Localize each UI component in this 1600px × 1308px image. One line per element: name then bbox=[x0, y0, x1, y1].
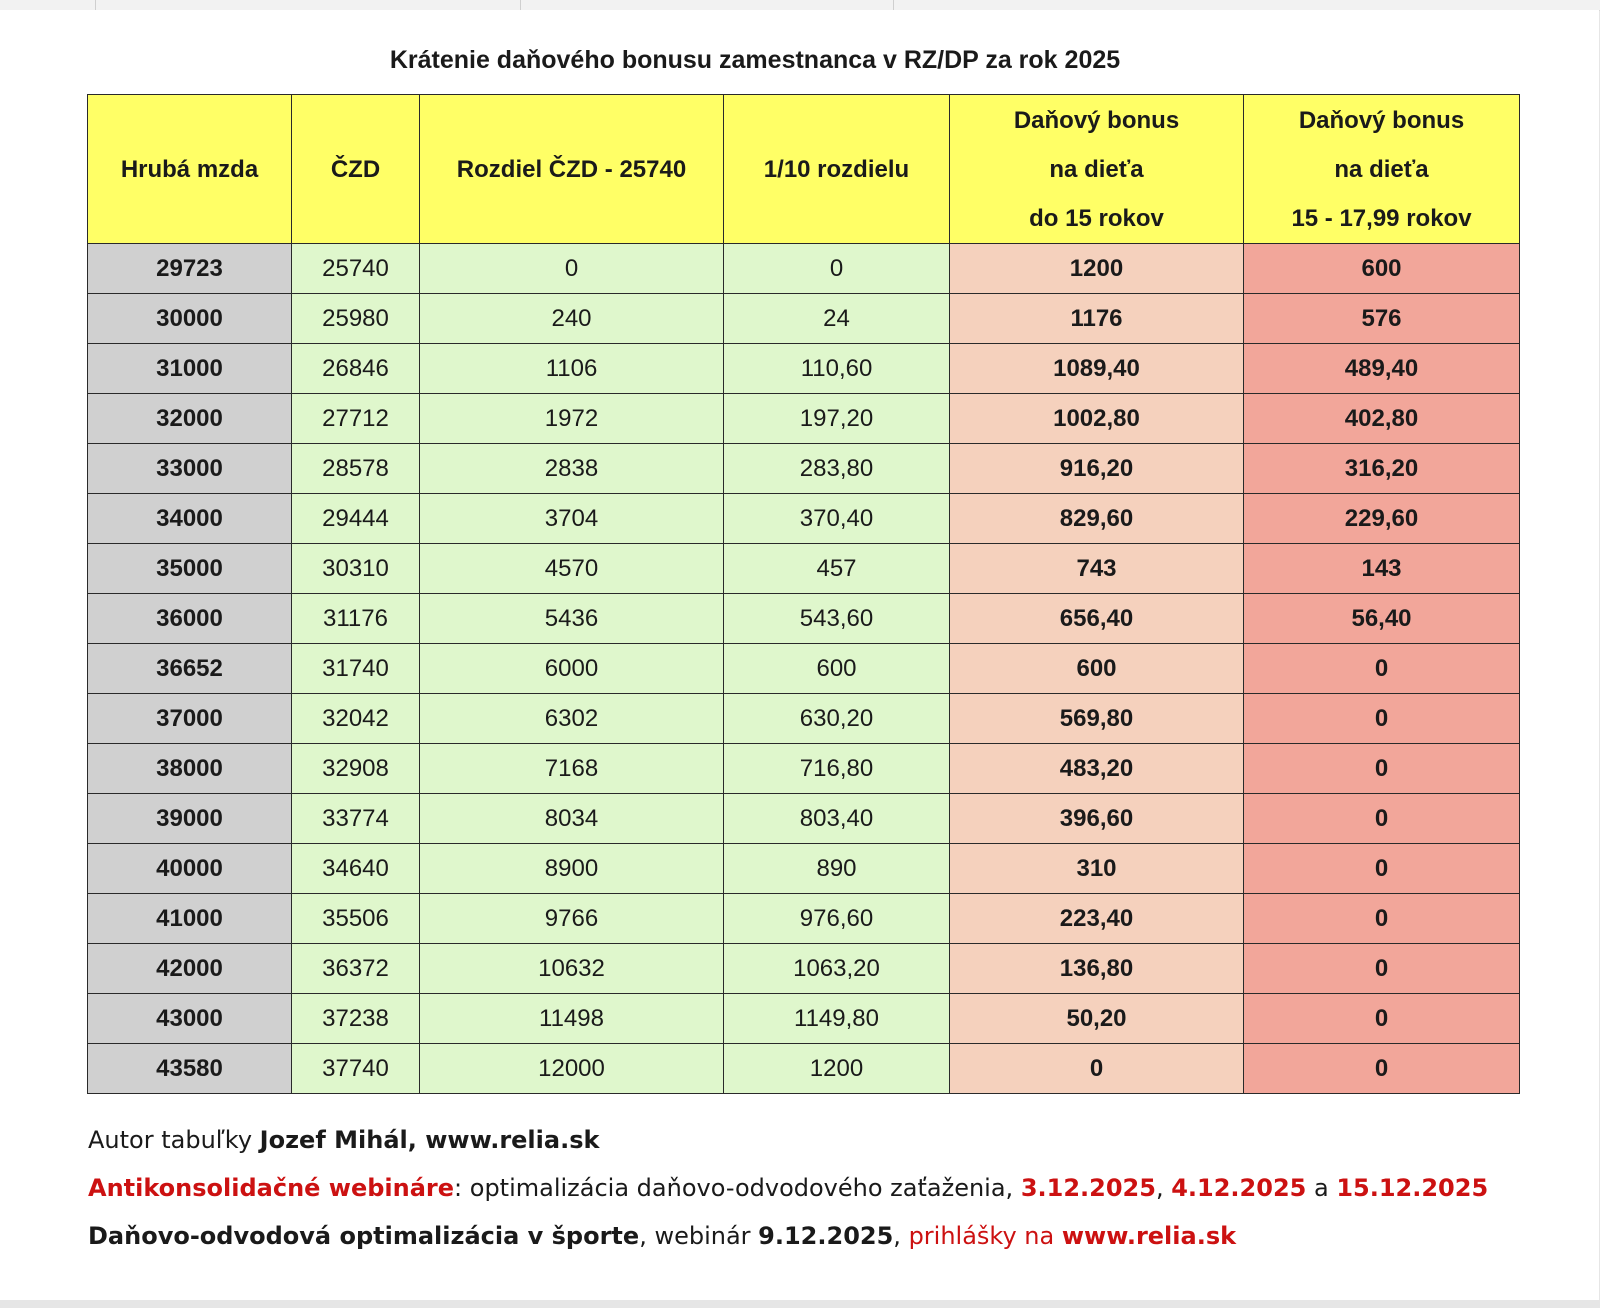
footer-sport-line bbox=[88, 1222, 1236, 1250]
cell-bonus-under-15: 743 bbox=[950, 544, 1244, 594]
cell-gross-wage: 36652 bbox=[88, 644, 292, 694]
cell-difference: 7168 bbox=[420, 744, 724, 794]
table-row bbox=[88, 644, 1520, 694]
cell-bonus-15-to-18: 0 bbox=[1244, 894, 1520, 944]
cell-bonus-under-15: 223,40 bbox=[950, 894, 1244, 944]
header-line: 15 - 17,99 rokov bbox=[1291, 204, 1472, 232]
cell-gross-wage: 43580 bbox=[88, 1044, 292, 1094]
header-tenth-of-difference bbox=[724, 95, 950, 244]
header-bonus-under-15 bbox=[950, 95, 1244, 244]
header-line: ČZD bbox=[330, 155, 381, 183]
cell-bonus-under-15: 569,80 bbox=[950, 694, 1244, 744]
cell-czd: 34640 bbox=[292, 844, 420, 894]
cell-czd: 36372 bbox=[292, 944, 420, 994]
header-line: Daňový bonus bbox=[1298, 106, 1465, 134]
webinar-text: : optimalizácia daňovo-odvodového zaťaženia, bbox=[454, 1174, 1021, 1202]
cell-bonus-under-15: 600 bbox=[950, 644, 1244, 694]
sport-text: , webinár bbox=[639, 1222, 759, 1250]
cell-bonus-under-15: 0 bbox=[950, 1044, 1244, 1094]
cell-tenth-of-difference: 370,40 bbox=[724, 494, 950, 544]
table-row bbox=[88, 394, 1520, 444]
sport-webinar-title: Daňovo-odvodová optimalizácia v športe bbox=[88, 1222, 640, 1250]
document-page bbox=[0, 10, 1599, 1300]
cell-tenth-of-difference: 803,40 bbox=[724, 794, 950, 844]
cell-tenth-of-difference: 1063,20 bbox=[724, 944, 950, 994]
cell-difference: 9766 bbox=[420, 894, 724, 944]
cell-czd: 25980 bbox=[292, 294, 420, 344]
author-sep: , bbox=[407, 1126, 426, 1154]
table-row bbox=[88, 444, 1520, 494]
cell-tenth-of-difference: 890 bbox=[724, 844, 950, 894]
cell-tenth-of-difference: 543,60 bbox=[724, 594, 950, 644]
cell-tenth-of-difference: 630,20 bbox=[724, 694, 950, 744]
cell-bonus-under-15: 136,80 bbox=[950, 944, 1244, 994]
cell-bonus-15-to-18: 600 bbox=[1244, 244, 1520, 294]
cell-czd: 26846 bbox=[292, 344, 420, 394]
cell-czd: 28578 bbox=[292, 444, 420, 494]
webinar-title: Antikonsolidačné webináre bbox=[88, 1174, 455, 1202]
cell-gross-wage: 29723 bbox=[88, 244, 292, 294]
cell-czd: 33774 bbox=[292, 794, 420, 844]
footer-webinar-line bbox=[88, 1174, 1488, 1202]
cell-tenth-of-difference: 197,20 bbox=[724, 394, 950, 444]
cell-bonus-15-to-18: 0 bbox=[1244, 794, 1520, 844]
cell-tenth-of-difference: 0 bbox=[724, 244, 950, 294]
table-row bbox=[88, 844, 1520, 894]
cell-bonus-15-to-18: 402,80 bbox=[1244, 394, 1520, 444]
cell-bonus-15-to-18: 143 bbox=[1244, 544, 1520, 594]
webinar-date-3: 15.12.2025 bbox=[1336, 1174, 1489, 1202]
author-prefix: Autor tabuľky bbox=[88, 1126, 260, 1154]
cell-difference: 10632 bbox=[420, 944, 724, 994]
cell-tenth-of-difference: 976,60 bbox=[724, 894, 950, 944]
header-czd bbox=[292, 95, 420, 244]
table-row bbox=[88, 694, 1520, 744]
table-row bbox=[88, 294, 1520, 344]
header-bonus-15-to-18 bbox=[1244, 95, 1520, 244]
table-row bbox=[88, 594, 1520, 644]
signup-text: prihlášky na bbox=[908, 1222, 1062, 1250]
cell-bonus-under-15: 1089,40 bbox=[950, 344, 1244, 394]
author-name: Jozef Mihál bbox=[259, 1126, 408, 1154]
header-line: na dieťa bbox=[1049, 155, 1144, 183]
cell-czd: 32908 bbox=[292, 744, 420, 794]
cell-tenth-of-difference: 600 bbox=[724, 644, 950, 694]
cell-bonus-under-15: 396,60 bbox=[950, 794, 1244, 844]
cell-czd: 27712 bbox=[292, 394, 420, 444]
cell-gross-wage: 30000 bbox=[88, 294, 292, 344]
webinar-date-2: 4.12.2025 bbox=[1171, 1174, 1307, 1202]
header-line: Rozdiel ČZD - 25740 bbox=[456, 155, 687, 183]
cell-bonus-15-to-18: 316,20 bbox=[1244, 444, 1520, 494]
cell-difference: 1972 bbox=[420, 394, 724, 444]
cell-gross-wage: 42000 bbox=[88, 944, 292, 994]
cell-gross-wage: 32000 bbox=[88, 394, 292, 444]
cell-tenth-of-difference: 1200 bbox=[724, 1044, 950, 1094]
header-difference bbox=[420, 95, 724, 244]
cell-difference: 6000 bbox=[420, 644, 724, 694]
cell-difference: 12000 bbox=[420, 1044, 724, 1094]
cell-tenth-of-difference: 110,60 bbox=[724, 344, 950, 394]
table-row bbox=[88, 1044, 1520, 1094]
signup-site-link[interactable]: www.relia.sk bbox=[1061, 1222, 1237, 1250]
cell-czd: 32042 bbox=[292, 694, 420, 744]
cell-czd: 30310 bbox=[292, 544, 420, 594]
cell-difference: 4570 bbox=[420, 544, 724, 594]
header-line: Hrubá mzda bbox=[120, 155, 259, 183]
cell-bonus-under-15: 50,20 bbox=[950, 994, 1244, 1044]
webinar-sep-2: a bbox=[1306, 1174, 1337, 1202]
cell-bonus-under-15: 1176 bbox=[950, 294, 1244, 344]
cell-czd: 29444 bbox=[292, 494, 420, 544]
webinar-date-1: 3.12.2025 bbox=[1020, 1174, 1156, 1202]
cell-bonus-15-to-18: 229,60 bbox=[1244, 494, 1520, 544]
cell-difference: 8034 bbox=[420, 794, 724, 844]
cell-gross-wage: 35000 bbox=[88, 544, 292, 594]
cell-czd: 31740 bbox=[292, 644, 420, 694]
author-site-link[interactable]: www.relia.sk bbox=[425, 1126, 600, 1154]
webinar-sep-1: , bbox=[1155, 1174, 1172, 1202]
cell-czd: 37740 bbox=[292, 1044, 420, 1094]
cell-difference: 0 bbox=[420, 244, 724, 294]
cell-gross-wage: 38000 bbox=[88, 744, 292, 794]
cell-czd: 31176 bbox=[292, 594, 420, 644]
cell-bonus-15-to-18: 0 bbox=[1244, 944, 1520, 994]
cell-tenth-of-difference: 716,80 bbox=[724, 744, 950, 794]
table-row bbox=[88, 244, 1520, 294]
cell-gross-wage: 43000 bbox=[88, 994, 292, 1044]
table-row bbox=[88, 544, 1520, 594]
cell-bonus-under-15: 310 bbox=[950, 844, 1244, 894]
table-row bbox=[88, 344, 1520, 394]
cell-gross-wage: 41000 bbox=[88, 894, 292, 944]
header-line: 1/10 rozdielu bbox=[763, 155, 910, 183]
bonus-table bbox=[87, 94, 1520, 1094]
footer-author-line bbox=[88, 1126, 599, 1154]
header-line: na dieťa bbox=[1334, 155, 1429, 183]
cell-difference: 1106 bbox=[420, 344, 724, 394]
cell-tenth-of-difference: 283,80 bbox=[724, 444, 950, 494]
cell-tenth-of-difference: 24 bbox=[724, 294, 950, 344]
cell-bonus-under-15: 656,40 bbox=[950, 594, 1244, 644]
top-strip-divider bbox=[95, 0, 96, 10]
cell-gross-wage: 31000 bbox=[88, 344, 292, 394]
cell-difference: 2838 bbox=[420, 444, 724, 494]
cell-bonus-15-to-18: 0 bbox=[1244, 644, 1520, 694]
table-body bbox=[88, 244, 1520, 1094]
top-strip-divider bbox=[893, 0, 894, 10]
header-line: do 15 rokov bbox=[1029, 204, 1164, 232]
cell-gross-wage: 34000 bbox=[88, 494, 292, 544]
cell-bonus-15-to-18: 0 bbox=[1244, 994, 1520, 1044]
cell-tenth-of-difference: 1149,80 bbox=[724, 994, 950, 1044]
page-title: Krátenie daňového bonusu zamestnanca v RZ/DP za rok 2025 bbox=[389, 46, 1121, 74]
cell-difference: 240 bbox=[420, 294, 724, 344]
cell-gross-wage: 40000 bbox=[88, 844, 292, 894]
cell-difference: 5436 bbox=[420, 594, 724, 644]
table-row bbox=[88, 994, 1520, 1044]
cell-czd: 35506 bbox=[292, 894, 420, 944]
cell-gross-wage: 33000 bbox=[88, 444, 292, 494]
table-row bbox=[88, 794, 1520, 844]
top-strip-divider bbox=[520, 0, 521, 10]
cell-gross-wage: 36000 bbox=[88, 594, 292, 644]
cell-czd: 25740 bbox=[292, 244, 420, 294]
table-row bbox=[88, 894, 1520, 944]
cell-bonus-15-to-18: 576 bbox=[1244, 294, 1520, 344]
table-row bbox=[88, 494, 1520, 544]
cell-bonus-15-to-18: 489,40 bbox=[1244, 344, 1520, 394]
cell-bonus-under-15: 483,20 bbox=[950, 744, 1244, 794]
header-gross-wage bbox=[88, 95, 292, 244]
cell-bonus-under-15: 1200 bbox=[950, 244, 1244, 294]
cell-difference: 3704 bbox=[420, 494, 724, 544]
cell-bonus-under-15: 916,20 bbox=[950, 444, 1244, 494]
cell-bonus-under-15: 829,60 bbox=[950, 494, 1244, 544]
table-row bbox=[88, 944, 1520, 994]
cell-bonus-15-to-18: 56,40 bbox=[1244, 594, 1520, 644]
cell-gross-wage: 37000 bbox=[88, 694, 292, 744]
cell-difference: 11498 bbox=[420, 994, 724, 1044]
cell-difference: 8900 bbox=[420, 844, 724, 894]
sport-date: 9.12.2025 bbox=[758, 1222, 894, 1250]
cell-bonus-15-to-18: 0 bbox=[1244, 1044, 1520, 1094]
cell-gross-wage: 39000 bbox=[88, 794, 292, 844]
cell-bonus-under-15: 1002,80 bbox=[950, 394, 1244, 444]
cell-bonus-15-to-18: 0 bbox=[1244, 694, 1520, 744]
cell-czd: 37238 bbox=[292, 994, 420, 1044]
table-row bbox=[88, 744, 1520, 794]
cell-bonus-15-to-18: 0 bbox=[1244, 744, 1520, 794]
cell-tenth-of-difference: 457 bbox=[724, 544, 950, 594]
cell-bonus-15-to-18: 0 bbox=[1244, 844, 1520, 894]
sport-sep: , bbox=[893, 1222, 909, 1250]
table-header-row bbox=[88, 95, 1520, 244]
cell-difference: 6302 bbox=[420, 694, 724, 744]
header-line: Daňový bonus bbox=[1013, 106, 1180, 134]
